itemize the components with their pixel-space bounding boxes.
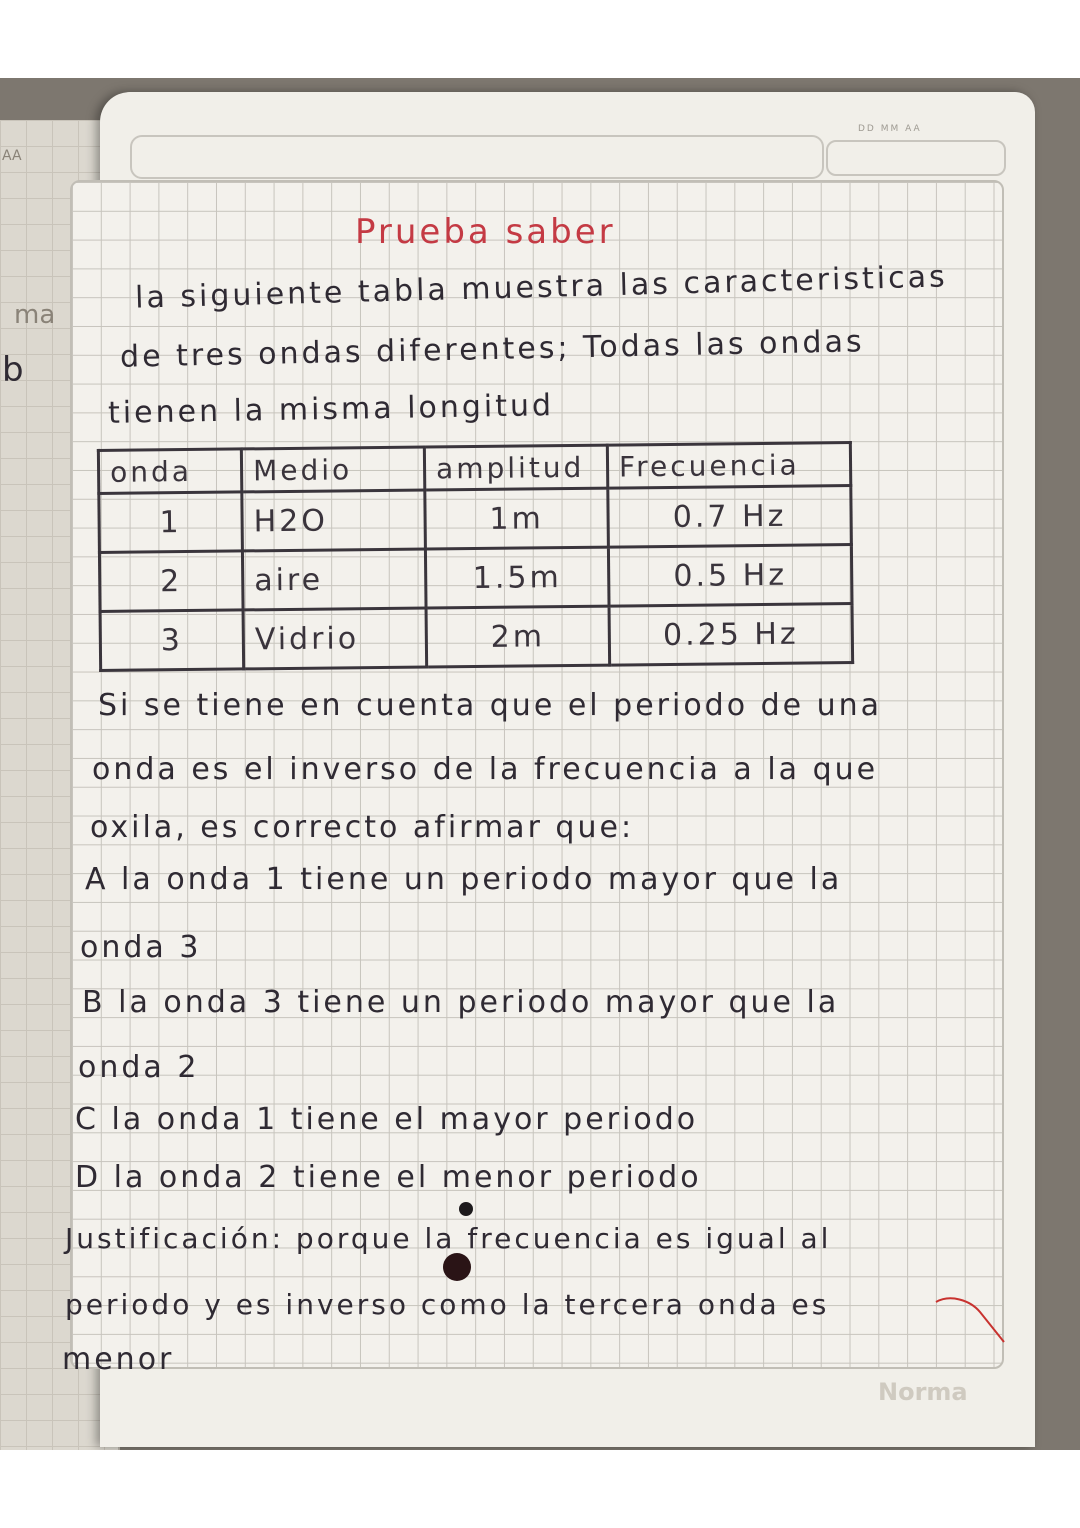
norma-logo: Norma [878, 1378, 968, 1406]
intro-line-1: la siguiente tabla muestra las caracteristicas [134, 259, 949, 316]
header-cell-amplitud: amplitud [424, 445, 607, 490]
justification-line-2: periodo y es inverso como la tercera onda es [65, 1288, 830, 1321]
table-cell: 2m [426, 606, 610, 667]
table-cell: Vidrio [243, 608, 427, 669]
date-labels: DD MM AA [858, 124, 922, 134]
header-cell-medio: Medio [241, 447, 424, 492]
option-c: C la onda 1 tiene el mayor periodo [75, 1102, 699, 1137]
question-line-1: Si se tiene en cuenta que el periodo de una [98, 688, 883, 723]
ink-blot [443, 1253, 471, 1281]
header-cell-frecuencia: Frecuencia [607, 443, 850, 489]
header-cell-onda: onda [98, 449, 241, 493]
table-cell: 1 [99, 492, 243, 552]
top-margin [0, 0, 1080, 78]
intro-line-2: de tres ondas diferentes; Todas las ondas [119, 324, 865, 375]
question-line-2: onda es el inverso de la frecuencia a la que [92, 752, 879, 787]
justification-line-1: Justificación: porque la frecuencia es igual al [65, 1222, 832, 1255]
justification-line-3: menor [62, 1342, 175, 1377]
option-b-line-2: onda 2 [78, 1050, 200, 1085]
left-page-mark-2: ma [14, 300, 56, 330]
red-correction-mark [930, 1290, 1010, 1350]
table-row [100, 604, 853, 671]
table-cell: aire [242, 549, 426, 610]
table-cell: 0.7 Hz [608, 486, 852, 548]
page-title: Prueba saber [355, 212, 616, 252]
table-cell: 1m [425, 488, 609, 549]
option-b-line-1: B la onda 3 tiene un periodo mayor que la [82, 985, 840, 1020]
option-a-line-1: A la onda 1 tiene un periodo mayor que la [85, 862, 843, 897]
intro-line-3: tienen la misma longitud [107, 388, 555, 431]
left-page-mark-1: AA [2, 148, 22, 164]
table-cell: H2O [242, 490, 426, 551]
left-page-mark-3: b [2, 350, 24, 390]
header-box [130, 135, 824, 179]
table-row [99, 486, 852, 553]
table-cell: 0.25 Hz [609, 604, 853, 666]
table-cell: 2 [99, 551, 243, 611]
option-d: D la onda 2 tiene el menor periodo [75, 1160, 702, 1195]
table-cell: 0.5 Hz [608, 545, 852, 607]
question-line-3: oxila, es correcto afirmar que: [90, 810, 635, 845]
table-cell: 1.5m [425, 547, 609, 608]
table-cell: 3 [100, 610, 244, 670]
ink-dot [459, 1202, 473, 1216]
table-row [99, 545, 852, 612]
wave-table [97, 441, 854, 672]
bottom-margin [0, 1450, 1080, 1528]
option-a-line-2: onda 3 [80, 930, 202, 965]
date-box [826, 140, 1006, 176]
